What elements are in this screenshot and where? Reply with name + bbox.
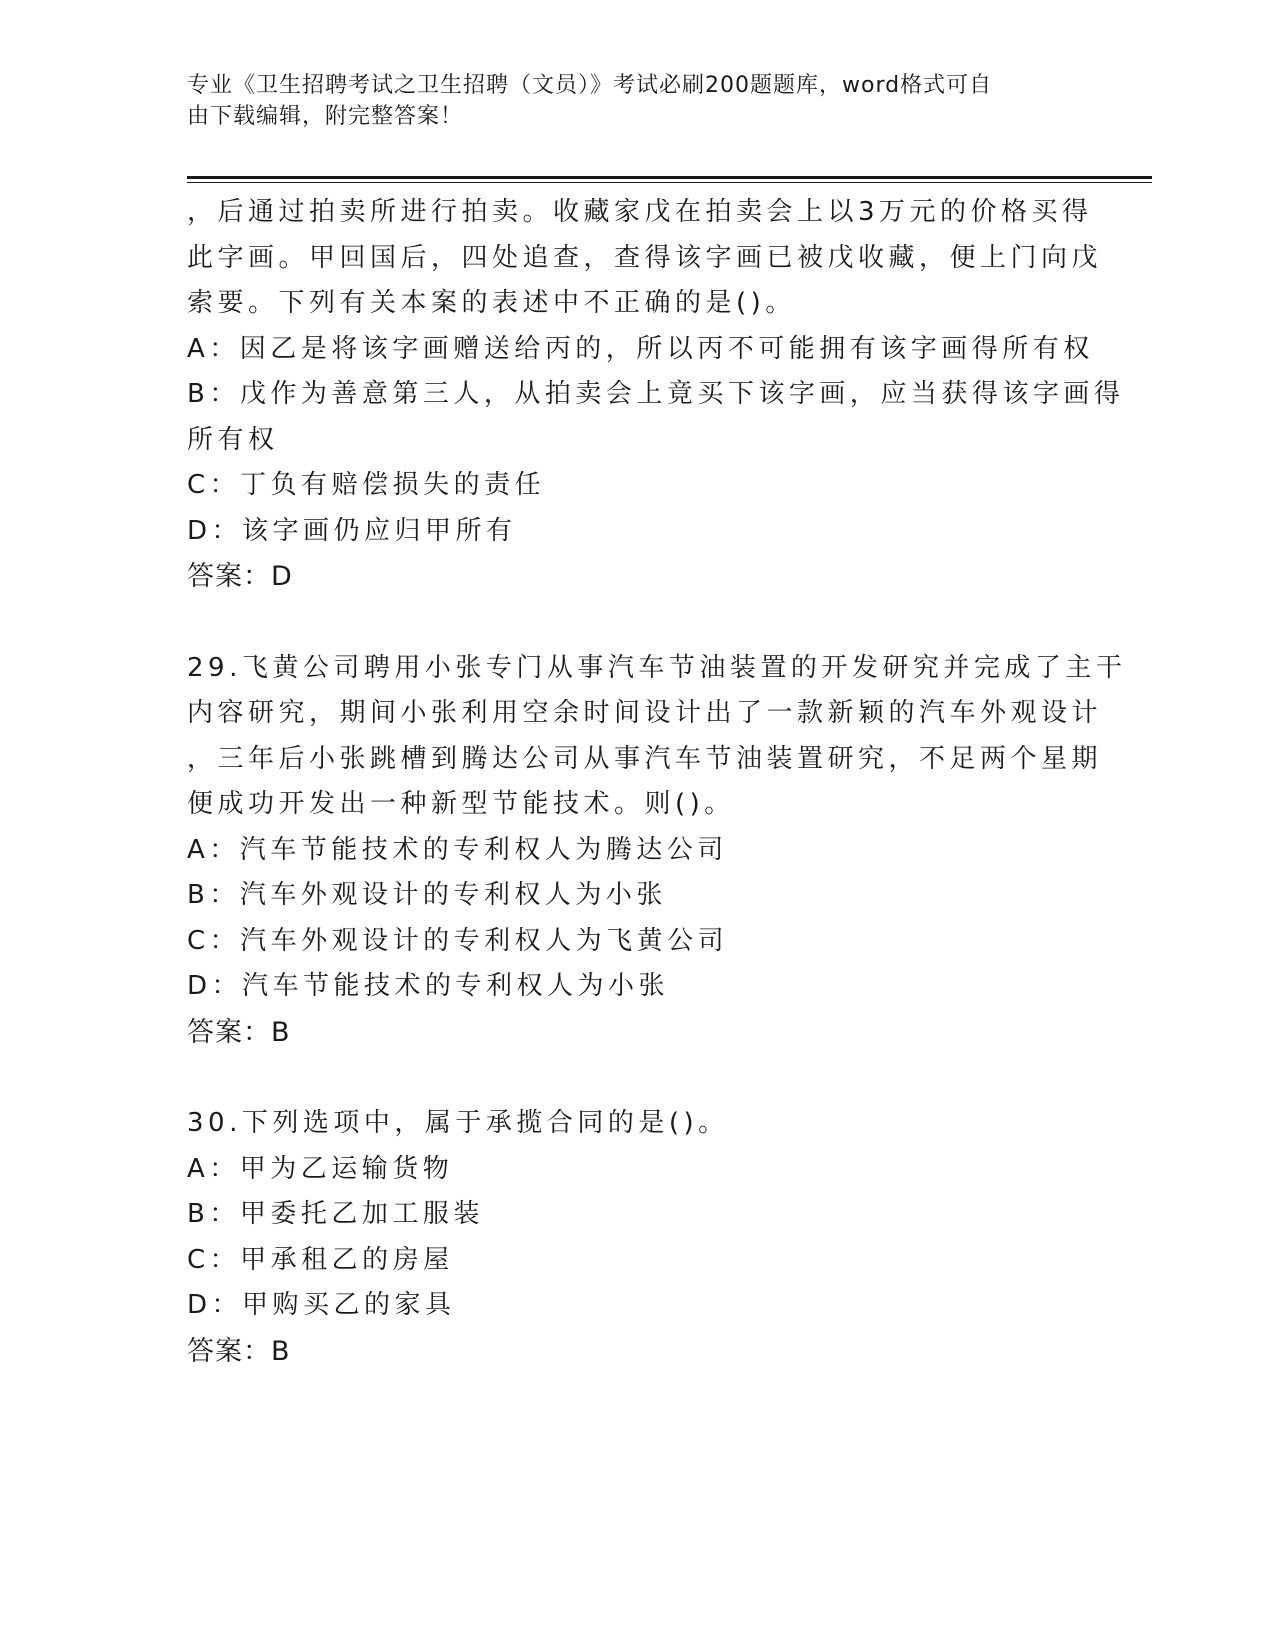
option-a: A：甲为乙运输货物	[187, 1153, 454, 1184]
question-stem-line: 29.飞黄公司聘用小张专门从事汽车节油装置的开发研究并完成了主干	[187, 652, 1127, 683]
header-rule-thick	[187, 176, 1152, 179]
question-stem-line: ，三年后小张跳槽到腾达公司从事汽车节油装置研究，不足两个星期	[187, 743, 1103, 774]
answer-label: 答案：D	[187, 561, 293, 592]
question-spacer	[187, 600, 1087, 646]
answer-label: 答案：B	[187, 1335, 291, 1367]
question-stem-line: 30.下列选项中，属于承揽合同的是()。	[187, 1108, 729, 1138]
option-c: C：汽车外观设计的专利权人为飞黄公司	[187, 925, 729, 956]
option-c: C：甲承租乙的房屋	[187, 1244, 454, 1275]
question-stem-line: ，后通过拍卖所进行拍卖。收藏家戊在拍卖会上以3万元的价格买得	[187, 197, 1093, 227]
question-spacer	[187, 1055, 1087, 1101]
question-stem-line: 内容研究，期间小张利用空余时间设计出了一款新颖的汽车外观设计	[187, 698, 1103, 728]
header-rule-thin	[187, 182, 1152, 183]
option-b: B：汽车外观设计的专利权人为小张	[187, 880, 667, 910]
question-28	[187, 190, 1125, 600]
option-d: D：汽车节能技术的专利权人为小张	[187, 971, 670, 1001]
option-c: C：丁负有赔偿损失的责任	[187, 470, 546, 500]
option-a: A：因乙是将该字画赠送给丙的，所以丙不可能拥有该字画得所有权	[187, 333, 1094, 364]
header-line-1: 专业《卫生招聘考试之卫生招聘（文员）》考试必刷200题题库，word格式可自	[187, 73, 993, 98]
option-a: A：汽车节能技术的专利权人为腾达公司	[187, 834, 728, 865]
question-29	[187, 646, 1127, 1056]
option-b: B：甲委托乙加工服装	[187, 1199, 484, 1229]
document-header	[187, 70, 1087, 132]
question-stem-line: 便成功开发出一种新型节能技术。则()。	[187, 789, 735, 819]
question-30	[187, 1101, 1087, 1374]
option-d: D：该字画仍应归甲所有	[187, 515, 517, 546]
question-stem-line: 索要。下列有关本案的表述中不正确的是()。	[187, 288, 796, 318]
option-b: B：戊作为善意第三人，从拍卖会上竟买下该字画，应当获得该字画得	[187, 379, 1125, 409]
question-stem-line: 此字画。甲回国后，四处追查，查得该字画已被戊收藏，便上门向戊	[187, 242, 1103, 273]
answer-label: 答案：B	[187, 1016, 291, 1048]
header-line-2: 由下载编辑，附完整答案！	[187, 104, 464, 129]
option-d: D：甲购买乙的家具	[187, 1290, 456, 1320]
document-body	[187, 190, 1127, 1374]
option-b-continued: 所有权	[187, 424, 279, 455]
